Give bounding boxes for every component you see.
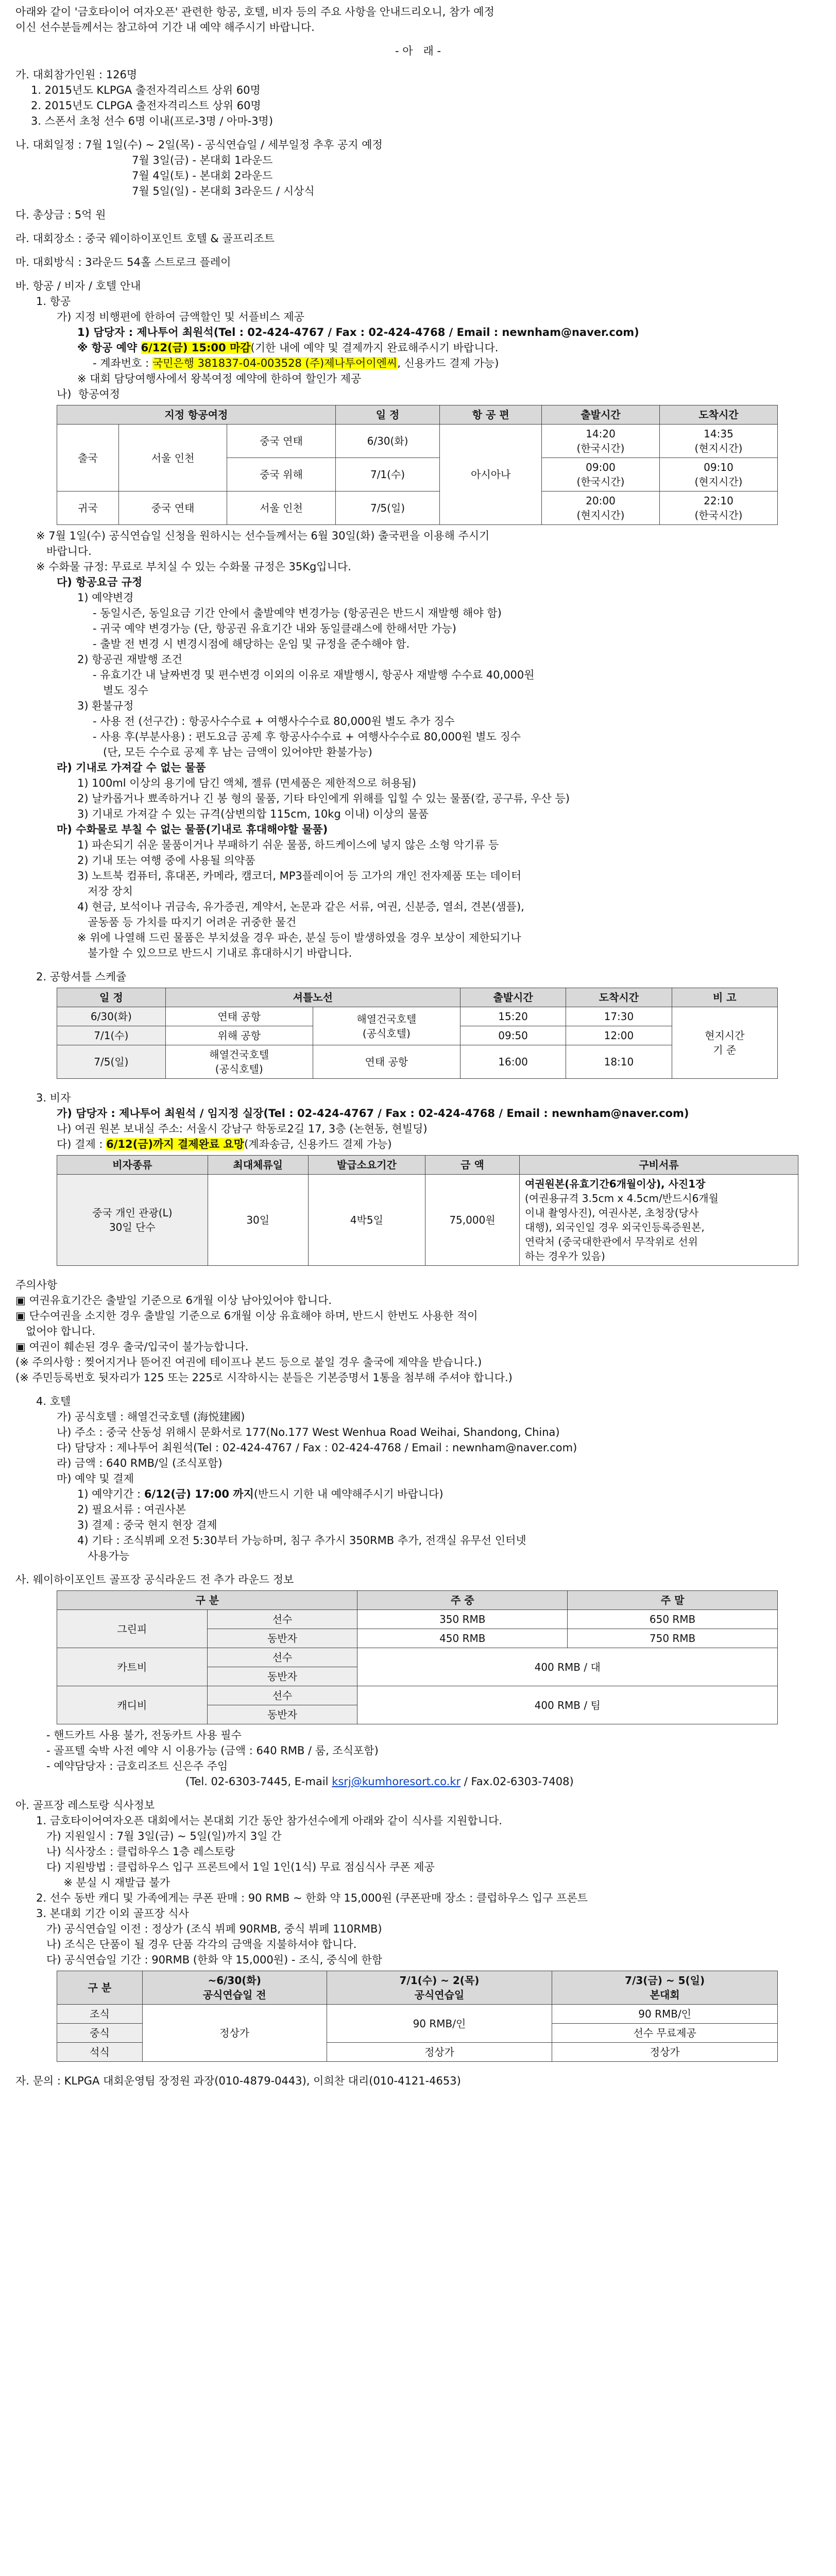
table-header: 구 분 bbox=[57, 1971, 143, 2005]
payment-prefix: 다) 결제 : bbox=[57, 1138, 107, 1150]
list-item: 2. 선수 동반 캐디 및 가족에게는 쿠폰 판매 : 90 RMB ~ 한화 약 15,000원 (쿠폰판매 장소 : 클럽하우스 입구 프론트 bbox=[36, 1892, 588, 1904]
table-header: 주 중 bbox=[357, 1591, 568, 1610]
table-row bbox=[57, 492, 778, 525]
table-row bbox=[57, 1610, 778, 1629]
table-header bbox=[327, 1971, 552, 2005]
from-cell: 위해 공항 bbox=[165, 1026, 313, 1045]
table-header: 셔틀노선 bbox=[165, 988, 460, 1007]
return-label: 귀국 bbox=[57, 492, 119, 525]
caddie-fee-label: 캐디비 bbox=[57, 1686, 208, 1724]
list-item: ※ 분실 시 재발급 불가 bbox=[36, 1876, 170, 1889]
table-header: 항 공 편 bbox=[440, 405, 542, 425]
route-cell: 중국 연태 bbox=[118, 492, 227, 525]
list-item: 3. 스폰서 초청 선수 6명 이내(프로-3명 / 아마-3명) bbox=[31, 115, 274, 127]
list-item: 가) 공식연습일 이전 : 정상가 (조식 뷔페 90RMB, 중식 뷔페 110RMB) bbox=[36, 1923, 382, 1935]
table-header: 비 고 bbox=[672, 988, 777, 1007]
table-header: 도착시간 bbox=[566, 988, 672, 1007]
deadline-prefix: ※ 항공 예약 bbox=[77, 342, 141, 354]
visa-price: 75,000원 bbox=[425, 1175, 519, 1266]
fare-rules-title: 다) 항공요금 규정 bbox=[57, 576, 143, 588]
deadline-suffix: (기한 내에 예약 및 결제까지 완료해주시기 바랍니다. bbox=[250, 342, 499, 354]
table-header: 발급소요기간 bbox=[308, 1156, 425, 1175]
origin-cell: 서울 인천 bbox=[118, 425, 227, 492]
booking-bold: 6/12(금) 17:00 까지 bbox=[144, 1488, 254, 1500]
list-item: - 사용 전 (선구간) : 항공사수수료 + 여행사수수료 80,000원 별도 추가 징수 bbox=[93, 715, 455, 727]
header-line: 공식연습일 전 bbox=[202, 1989, 266, 2001]
shuttle-title: 2. 공항셔틀 스케쥴 bbox=[36, 971, 127, 983]
date-cell: 7/5(일) bbox=[335, 492, 440, 525]
list-item: 3. 본대회 기간 이외 골프장 식사 bbox=[36, 1907, 189, 1920]
price-cell: 350 RMB bbox=[357, 1610, 568, 1629]
table-header: 도착시간 bbox=[659, 405, 777, 425]
header-line: 7/1(수) ~ 2(목) bbox=[399, 1974, 480, 1987]
price-cell: 450 RMB bbox=[357, 1629, 568, 1648]
meal-label: 중식 bbox=[57, 2024, 143, 2043]
list-item: 7월 3일(금) - 본대회 1라운드 bbox=[132, 154, 273, 166]
list-item: 1. 금호타이어여자오픈 대회에서는 본대회 기간 동안 참가선수에게 아래와 같이 식사를 지원합니다. bbox=[36, 1815, 502, 1827]
list-item: 라) 금액 : 640 RMB/일 (조식포함) bbox=[57, 1457, 223, 1469]
from-cell: 연태 공항 bbox=[165, 1007, 313, 1026]
list-item: 불가할 수 있으므로 반드시 기내로 휴대하시기 바랍니다. bbox=[77, 947, 352, 959]
visa-payment bbox=[15, 1137, 821, 1152]
caution-title: 주의사항 bbox=[15, 1279, 58, 1291]
air-na: 나) 항공여정 bbox=[57, 388, 120, 400]
fare-subtitle: 1) 예약변경 bbox=[77, 591, 134, 604]
header-line: 7/3(금) ~ 5(일) bbox=[625, 1974, 705, 1987]
list-item: 사용가능 bbox=[77, 1550, 130, 1562]
table-header: 일 정 bbox=[57, 988, 166, 1007]
list-item: 2. 2015년도 CLPGA 출전자격리스트 상위 60명 bbox=[31, 99, 261, 112]
booking-prefix: 1) 예약기간 : bbox=[77, 1488, 144, 1500]
shuttle-table bbox=[57, 988, 778, 1079]
list-item: 1) 파손되기 쉬운 물품이거나 부패하기 쉬운 물품, 하드케이스에 넣지 않은 소형 악기류 등 bbox=[77, 839, 499, 851]
visa-period: 4박5일 bbox=[308, 1175, 425, 1266]
air-title: 1. 항공 bbox=[36, 295, 71, 308]
date-cell: 7/5(일) bbox=[57, 1045, 166, 1079]
list-item: ※ 위에 나열해 드린 물품은 부치셨을 경우 파손, 분실 등이 발생하였을 경우 보상이 제한되기나 bbox=[77, 931, 521, 944]
golf-note: - 예약담당자 : 금호리조트 신은주 주임 bbox=[46, 1760, 228, 1772]
table-row bbox=[57, 2005, 778, 2024]
dep-cell: 15:20 bbox=[460, 1007, 566, 1026]
list-item: 2) 기내 또는 여행 중에 사용될 의약품 bbox=[77, 854, 255, 867]
visa-stay: 30일 bbox=[208, 1175, 308, 1266]
table-row bbox=[57, 1686, 778, 1705]
list-item: - 유효기간 내 날짜변경 및 편수변경 이외의 이유로 재발행시, 항공사 재발행 수수료 40,000원 bbox=[93, 669, 535, 681]
booking-suffix: (반드시 기한 내 예약해주시기 바랍니다) bbox=[253, 1488, 443, 1500]
golf-contact bbox=[15, 1774, 821, 1789]
list-item: 다) 공식연습일 기간 : 90RMB (한화 약 15,000원) - 조식, 중식에 한함 bbox=[36, 1954, 383, 1966]
list-item: 3) 노트북 컴퓨터, 휴대폰, 카메라, 캠코더, MP3플레이어 등 고가의 개인 전자제품 또는 데이터 bbox=[77, 870, 522, 882]
docs-bold: 여권원본(유효기간6개월이상), 사진1장 bbox=[525, 1178, 706, 1190]
deadline-highlight: 6/12(금) 15:00 마감 bbox=[141, 342, 251, 354]
list-item: 별도 징수 bbox=[93, 684, 148, 697]
list-item: 1. 2015년도 KLPGA 출전자격리스트 상위 60명 bbox=[31, 84, 261, 96]
caution-item: (※ 주민등록번호 뒷자리가 125 또는 225로 시작하시는 분들은 기본증명서 1통을 첨부해 주셔야 합니다.) bbox=[15, 1371, 513, 1384]
meal-table bbox=[57, 1971, 778, 2062]
table-header bbox=[552, 1971, 778, 2005]
price-cell: 650 RMB bbox=[568, 1610, 778, 1629]
golf-title: 사. 웨이하이포인트 골프장 공식라운드 전 추가 라운드 정보 bbox=[15, 1573, 294, 1586]
caddie-fee-cell: 400 RMB / 팀 bbox=[357, 1686, 778, 1724]
section-ra: 라. 대회장소 : 중국 웨이하이포인트 호텔 & 골프리조트 bbox=[15, 232, 275, 245]
list-item: 다) 지원방법 : 클럽하우스 입구 프론트에서 1일 1인(1식) 무료 점심식사 쿠폰 제공 bbox=[36, 1861, 435, 1873]
visa-table bbox=[57, 1155, 798, 1266]
section-ga-title: 가. 대회참가인원 : 126명 bbox=[15, 69, 138, 81]
list-item: 3) 기내로 가져갈 수 있는 규격(삼변의합 115cm, 10kg 이내) 이상의 물품 bbox=[77, 808, 429, 820]
outbound-label: 출국 bbox=[57, 425, 119, 492]
email-link[interactable]: ksrj@kumhoresort.co.kr bbox=[332, 1775, 461, 1788]
list-item: 저장 장치 bbox=[77, 885, 133, 897]
list-item: - 동일시즌, 동일요금 기간 안에서 출발예약 변경가능 (항공권은 반드시 재발행 해야 함) bbox=[93, 607, 502, 619]
table-row bbox=[57, 1007, 778, 1026]
caution-item: ▣ 여권유효기간은 출발일 기준으로 6개월 이상 남아있어야 합니다. bbox=[15, 1294, 332, 1307]
arr-cell: 22:10 (한국시간) bbox=[659, 492, 777, 525]
flight-note: ※ 수화물 규정: 무료로 부치실 수 있는 수화물 규정은 35Kg입니다. bbox=[36, 561, 351, 573]
arr-cell: 09:10 (현지시간) bbox=[659, 458, 777, 492]
player-label: 선수 bbox=[207, 1610, 357, 1629]
table-header: 구비서류 bbox=[520, 1156, 798, 1175]
payment-suffix: (계좌송금, 신용카드 결제 가능) bbox=[244, 1138, 392, 1150]
table-header: 지정 항공여정 bbox=[57, 405, 336, 425]
list-item: 4) 현금, 보석이나 귀금속, 유가증권, 계약서, 논문과 같은 서류, 여권, 신분증, 열쇠, 견본(샘플), bbox=[77, 901, 524, 913]
table-row bbox=[57, 1648, 778, 1667]
fare-subtitle: 2) 항공권 재발행 조건 bbox=[77, 653, 182, 666]
contact-prefix: (Tel. 02-6303-7445, E-mail bbox=[185, 1775, 332, 1788]
list-item: 7월 5일(일) - 본대회 3라운드 / 시상식 bbox=[132, 185, 315, 197]
account-suffix: , 신용카드 결제 가능) bbox=[397, 357, 499, 369]
list-item: 다) 담당자 : 제나투어 최원석(Tel : 02-424-4767 / Fax : 02-424-4768 / Email : newnham@naver.com) bbox=[57, 1442, 577, 1454]
price-cell: 정상가 bbox=[327, 2043, 552, 2062]
caution-item: ▣ 단수여권을 소지한 경우 출발일 기준으로 6개월 이상 유효해야 하며, 반드시 한번도 사용한 적이 bbox=[15, 1310, 478, 1322]
list-item: - 귀국 예약 변경가능 (단, 항공권 유효기간 내와 동일클래스에 한해서만 가능) bbox=[93, 622, 456, 635]
table-header: 금 액 bbox=[425, 1156, 519, 1175]
table-header bbox=[142, 1971, 327, 2005]
docs-text: (여권용규격 3.5cm x 4.5cm/반드시6개월 이내 촬영사진), 여권사본, 초청장(당사 대행), 외국인일 경우 외국인등록증원본, 연락처 (중국대한관에서 무작위로 선위 하는 경우가 있음) bbox=[525, 1192, 719, 1262]
arr-cell: 17:30 bbox=[566, 1007, 672, 1026]
table-row bbox=[57, 425, 778, 458]
player-label: 선수 bbox=[207, 1648, 357, 1667]
list-item: 가) 공식호텔 : 해열건국호텔 (海悦建國) bbox=[57, 1411, 245, 1423]
list-item: 나) 식사장소 : 클럽하우스 1층 레스토랑 bbox=[36, 1845, 235, 1858]
visa-contact: 가) 담당자 : 제나투어 최원석 / 임지정 실장(Tel : 02-424-4767 / Fax : 02-424-4768 / Email : newnham@naver.com) bbox=[57, 1107, 689, 1120]
dep-cell: 09:00 (한국시간) bbox=[542, 458, 660, 492]
payment-highlight: 6/12(금)까지 결제완료 요망 bbox=[106, 1138, 245, 1150]
note-cell: 현지시간 기 준 bbox=[672, 1007, 777, 1079]
dep-cell: 16:00 bbox=[460, 1045, 566, 1079]
air-deadline bbox=[15, 340, 821, 355]
table-header: 출발시간 bbox=[460, 988, 566, 1007]
contact-suffix: / Fax.02-6303-7408) bbox=[460, 1775, 574, 1788]
list-item: 3) 결제 : 중국 현지 현장 결제 bbox=[77, 1519, 217, 1531]
list-item: 4) 기타 : 조식뷔페 오전 5:30부터 가능하며, 침구 추가시 350RMB 추가, 전객실 유무선 인터넷 bbox=[77, 1534, 526, 1547]
caution-item: 없어야 합니다. bbox=[15, 1325, 96, 1337]
dep-cell: 14:20 (한국시간) bbox=[542, 425, 660, 458]
route-cell: 중국 연태 bbox=[227, 425, 335, 458]
visa-kind: 중국 개인 관광(L) 30일 단수 bbox=[57, 1175, 208, 1266]
price-cell: 90 RMB/인 bbox=[552, 2005, 778, 2024]
date-cell: 6/30(화) bbox=[57, 1007, 166, 1026]
notice-heading: - 아 래 - bbox=[395, 45, 441, 57]
table-row bbox=[57, 1175, 798, 1266]
companion-label: 동반자 bbox=[207, 1667, 357, 1686]
list-item: (단, 모든 수수료 공제 후 남는 금액이 있어야만 환불가능) bbox=[93, 746, 372, 758]
flight-note: 바랍니다. bbox=[36, 545, 92, 557]
header-line: 본대회 bbox=[650, 1989, 680, 2001]
table-header: 일 정 bbox=[335, 405, 440, 425]
visa-address: 나) 여권 원본 보내실 주소: 서울시 강남구 학동로2길 17, 3층 (논현동, 현빌딩) bbox=[57, 1123, 428, 1135]
list-item: 2) 필요서류 : 여권사본 bbox=[77, 1503, 186, 1516]
cart-fee-cell: 400 RMB / 대 bbox=[357, 1648, 778, 1686]
table-header: 비자종류 bbox=[57, 1156, 208, 1175]
caution-item: ▣ 여권이 훼손된 경우 출국/입국이 불가능합니다. bbox=[15, 1341, 249, 1353]
from-cell: 해열건국호텔 (공식호텔) bbox=[165, 1045, 313, 1079]
dep-cell: 20:00 (현지시간) bbox=[542, 492, 660, 525]
air-account bbox=[15, 355, 821, 371]
header-line: ~6/30(화) bbox=[208, 1974, 261, 1987]
green-fee-label: 그린피 bbox=[57, 1610, 208, 1648]
list-item: 마) 예약 및 결제 bbox=[57, 1472, 134, 1485]
cart-fee-label: 카트비 bbox=[57, 1648, 208, 1686]
hotel-cell: 해열건국호텔 (공식호텔) bbox=[313, 1007, 460, 1045]
air-ga: 가) 지정 비행편에 한하여 금액할인 및 서플비스 제공 bbox=[57, 311, 304, 323]
header-line: 공식연습일 bbox=[414, 1989, 465, 2001]
dep-cell: 09:50 bbox=[460, 1026, 566, 1045]
arr-cell: 18:10 bbox=[566, 1045, 672, 1079]
table-header: 최대체류일 bbox=[208, 1156, 308, 1175]
flight-note: ※ 7월 1일(수) 공식연습일 신청을 원하시는 선수들께서는 6월 30일(화) 출국편을 이용해 주시기 bbox=[36, 530, 490, 542]
visa-docs bbox=[520, 1175, 798, 1266]
list-item: - 출발 전 변경 시 변경시점에 해당하는 운임 및 규정을 준수해야 함. bbox=[93, 638, 410, 650]
price-cell: 정상가 bbox=[142, 2005, 327, 2062]
arr-cell: 14:35 (현지시간) bbox=[659, 425, 777, 458]
section-ma: 마. 대회방식 : 3라운드 54홀 스트로크 플레이 bbox=[15, 256, 231, 268]
list-item: 2) 날카롭거나 뾰족하거나 긴 봉 형의 물품, 기타 타인에게 위해를 입힐 수 있는 물품(칼, 공구류, 우산 등) bbox=[77, 792, 570, 805]
carry-on-title: 라) 기내로 가져갈 수 없는 물품 bbox=[57, 761, 206, 774]
fare-subtitle: 3) 환불규정 bbox=[77, 700, 134, 712]
list-item: 나) 조식은 단품이 될 경우 단품 각각의 금액을 지불하셔야 합니다. bbox=[36, 1938, 357, 1951]
flight-table bbox=[57, 405, 778, 525]
table-header: 출발시간 bbox=[542, 405, 660, 425]
account-highlight: 국민은행 381837-04-003528 (주)제나투어이엔씨 bbox=[152, 357, 398, 369]
player-label: 선수 bbox=[207, 1686, 357, 1705]
table-header: 주 말 bbox=[568, 1591, 778, 1610]
section-ba-title: 바. 항공 / 비자 / 호텔 안내 bbox=[15, 280, 141, 292]
meals-title: 아. 골프장 레스토랑 식사정보 bbox=[15, 1799, 155, 1811]
air-agent-note: ※ 대회 담당여행사에서 왕복여정 예약에 한하여 할인가 제공 bbox=[77, 372, 362, 385]
meal-label: 조식 bbox=[57, 2005, 143, 2024]
meal-label: 석식 bbox=[57, 2043, 143, 2062]
caution-item: (※ 주의사항 : 찢어지거나 뜯어진 여권에 테이프나 본드 등으로 붙일 경우 출국에 제약을 받습니다.) bbox=[15, 1356, 482, 1368]
hotel-booking bbox=[15, 1486, 821, 1502]
companion-label: 동반자 bbox=[207, 1629, 357, 1648]
list-item: 가) 지원일시 : 7월 3일(금) ~ 5일(일)까지 3일 간 bbox=[36, 1830, 282, 1842]
to-cell: 연태 공항 bbox=[313, 1045, 460, 1079]
section-na-title: 나. 대회일정 : 7월 1일(수) ~ 2일(목) - 공식연습일 / 세부일정 추후 공지 예정 bbox=[15, 139, 383, 151]
table-header: 구 분 bbox=[57, 1591, 357, 1610]
date-cell: 6/30(화) bbox=[335, 425, 440, 458]
arr-cell: 12:00 bbox=[566, 1026, 672, 1045]
account-prefix: - 계좌번호 : bbox=[93, 357, 152, 369]
intro-line: 아래와 같이 '금호타이어 여자오픈' 관련한 항공, 호텔, 비자 등의 주요 사항을 안내드리오니, 참가 예정 bbox=[15, 6, 494, 18]
list-item: 7월 4일(토) - 본대회 2라운드 bbox=[132, 170, 273, 182]
list-item: 나) 주소 : 중국 산동성 위해시 문화서로 177(No.177 West Wenhua Road Weihai, Shandong, China) bbox=[57, 1426, 560, 1438]
list-item: 1) 100ml 이상의 용기에 담긴 액체, 젤류 (면세품은 제한적으로 허용됨) bbox=[77, 777, 416, 789]
table-row bbox=[57, 1045, 778, 1079]
list-item: - 사용 후(부분사용) : 편도요금 공제 후 항공사수수료 + 여행사수수료 80,000원 별도 징수 bbox=[93, 731, 521, 743]
companion-label: 동반자 bbox=[207, 1705, 357, 1724]
list-item: 골동품 등 가치를 따지기 어려운 귀중한 물건 bbox=[77, 916, 297, 928]
hotel-title: 4. 호텔 bbox=[36, 1395, 71, 1408]
footer-contact: 자. 문의 : KLPGA 대회운영팀 장정원 과장(010-4879-0443), 이희찬 대리(010-4121-4653) bbox=[15, 2075, 461, 2087]
price-cell: 정상가 bbox=[552, 2043, 778, 2062]
price-cell: 750 RMB bbox=[568, 1629, 778, 1648]
intro-line: 이신 선수분들께서는 참고하여 기간 내 예약 해주시기 바랍니다. bbox=[15, 21, 315, 33]
dest-cell: 서울 인천 bbox=[227, 492, 335, 525]
route-cell: 중국 위해 bbox=[227, 458, 335, 492]
price-cell: 선수 무료제공 bbox=[552, 2024, 778, 2043]
date-cell: 7/1(수) bbox=[57, 1026, 166, 1045]
visa-title: 3. 비자 bbox=[36, 1092, 71, 1104]
checked-title: 마) 수화물로 부칠 수 없는 물품(기내로 휴대해야할 물품) bbox=[57, 823, 328, 836]
airline-cell: 아시아나 bbox=[440, 425, 542, 525]
golf-note: - 골프텔 숙박 사전 예약 시 이용가능 (금액 : 640 RMB / 룸, 조식포함) bbox=[46, 1744, 379, 1757]
section-da: 다. 총상금 : 5억 원 bbox=[15, 209, 106, 221]
date-cell: 7/1(수) bbox=[335, 458, 440, 492]
price-cell: 90 RMB/인 bbox=[327, 2005, 552, 2043]
air-contact: 1) 담당자 : 제나투어 최원석(Tel : 02-424-4767 / Fax : 02-424-4768 / Email : newnham@naver.com) bbox=[77, 326, 639, 338]
golf-note: - 핸드카트 사용 불가, 전동카트 사용 필수 bbox=[46, 1729, 242, 1741]
golf-table bbox=[57, 1590, 778, 1724]
